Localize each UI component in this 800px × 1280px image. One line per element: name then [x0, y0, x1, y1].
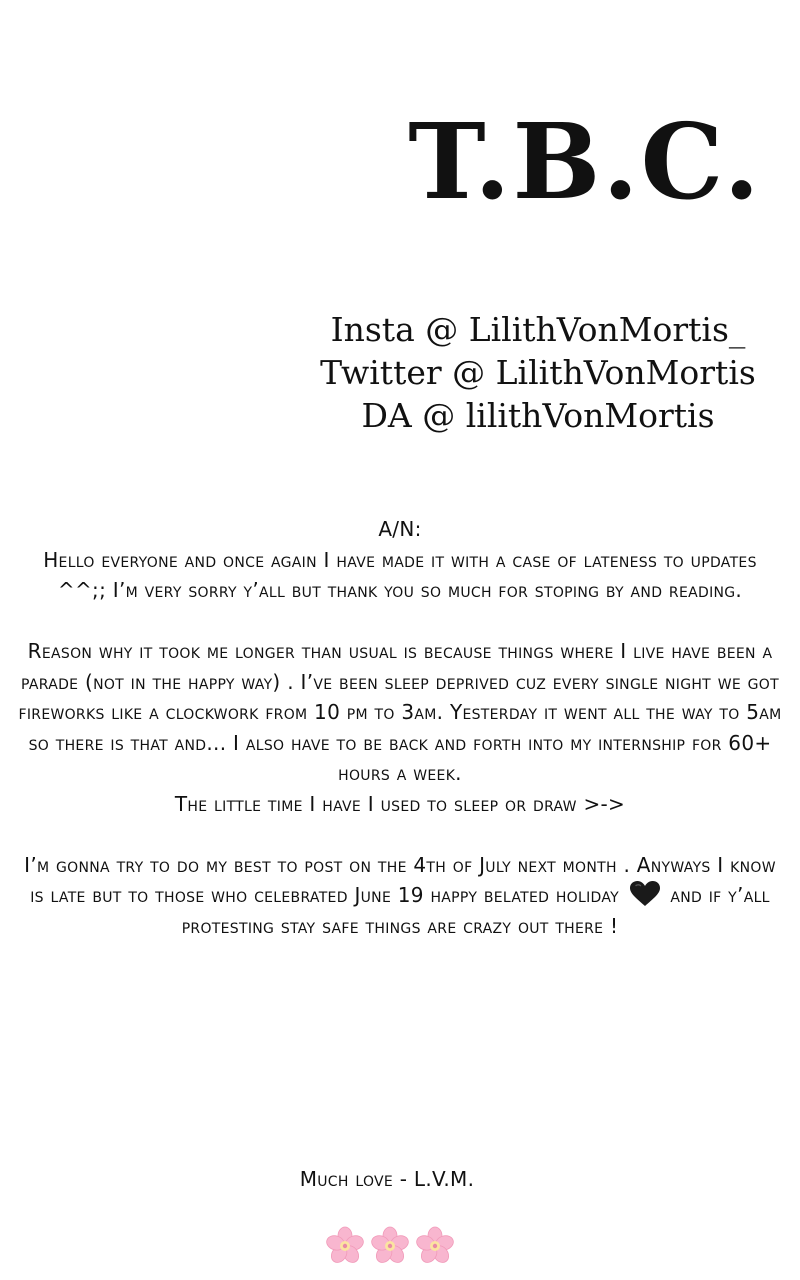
black-heart-icon	[630, 881, 660, 907]
author-note-heading: A/N:	[378, 517, 422, 541]
author-note-paragraph-1: Hello everyone and once again I have made it with a case of lateness to updates ^^;; I’m very sorry y’all but thank you so much for stoping by and reading.	[43, 547, 757, 602]
social-links	[290, 308, 786, 437]
twitter-handle: Twitter @ LilithVonMortis	[320, 353, 756, 392]
cherry-blossom-icon	[325, 1226, 365, 1266]
author-note-paragraph-3-end: and if y’all protesting stay safe things are crazy out there !	[181, 883, 770, 938]
author-note-paragraph-2	[18, 636, 782, 819]
author-note	[18, 514, 782, 941]
cherry-blossom-icon	[415, 1226, 455, 1266]
instagram-handle: Insta @ LilithVonMortis_	[330, 310, 746, 349]
deviantart-handle: DA @ lilithVonMortis	[361, 396, 715, 435]
author-note-paragraph-2-line-1: Reason why it took me longer than usual is because things where I live have been a parade (not in the happy way) . I’ve been sleep deprived cuz every single night we got fireworks like a clockwork from 10 pm to 3am. Yesterday it went all the way to 5am so there is that and... I also have to be back and forth into my internship for 60+ hours a week.	[18, 639, 782, 785]
author-note-paragraph-2-line-2: The little time I have I used to sleep or draw >->	[174, 791, 626, 816]
page-title: T.B.C.	[408, 100, 762, 223]
flower-decoration	[325, 1226, 455, 1266]
signoff: Much love - L.V.M.	[299, 1167, 475, 1191]
cherry-blossom-icon	[370, 1226, 410, 1266]
author-note-paragraph-3-start: I’m gonna try to do my best to post on the 4th of July next month . Anyways I know is late but to those who celebrated June 19 happy belated holiday	[24, 852, 776, 907]
author-note-paragraph-3	[18, 850, 782, 942]
